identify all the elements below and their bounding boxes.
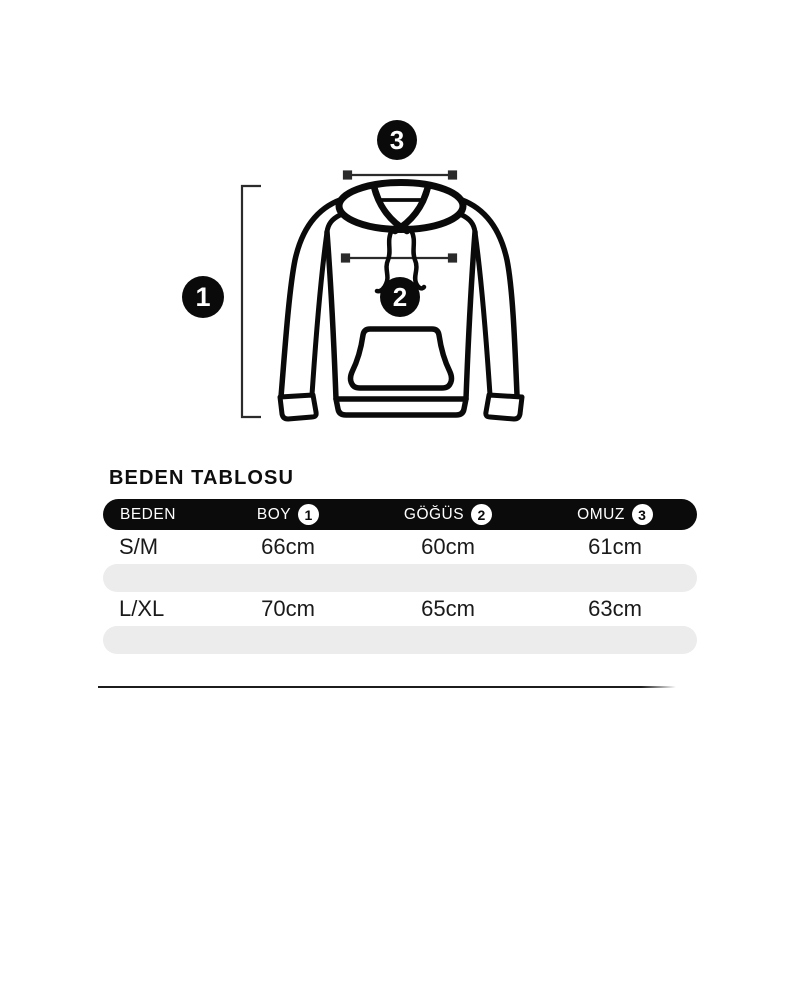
bottom-divider-line bbox=[98, 686, 676, 688]
boy-cell: 70cm bbox=[261, 596, 315, 621]
header-boy-column bbox=[213, 504, 363, 525]
omuz-cell: 61cm bbox=[588, 534, 642, 559]
table-row-lxl bbox=[103, 592, 697, 626]
measure-marker-2: 2 bbox=[380, 277, 420, 317]
header-gogus-label: GÖĞÜS bbox=[403, 505, 465, 523]
header-size-column: BEDEN bbox=[120, 505, 176, 523]
hood bbox=[339, 183, 463, 230]
header-gogus-column bbox=[363, 504, 533, 525]
gogus-cell: 60cm bbox=[421, 534, 475, 559]
size-cell: S/M bbox=[119, 534, 159, 559]
badge-2-icon: 2 bbox=[471, 504, 492, 525]
measure-marker-3: 3 bbox=[377, 120, 417, 160]
size-cell: L/XL bbox=[119, 596, 165, 621]
size-table-header bbox=[103, 499, 697, 530]
header-omuz-column bbox=[533, 504, 697, 525]
drawstring-right bbox=[411, 230, 424, 288]
left-cuff bbox=[280, 395, 316, 419]
header-omuz-label: OMUZ bbox=[577, 505, 625, 523]
badge-1-icon: 1 bbox=[298, 504, 319, 525]
size-table-title: BEDEN TABLOSU bbox=[109, 467, 295, 489]
hem-band bbox=[336, 399, 466, 415]
table-row-sm bbox=[103, 530, 697, 564]
row-separator-stripe bbox=[103, 626, 697, 654]
right-cuff bbox=[486, 395, 522, 419]
header-boy-label: BOY bbox=[256, 505, 292, 523]
boy-cell: 66cm bbox=[261, 534, 315, 559]
omuz-cell: 63cm bbox=[588, 596, 642, 621]
row-separator-stripe bbox=[103, 564, 697, 592]
kangaroo-pocket bbox=[351, 329, 452, 388]
measure-marker-1: 1 bbox=[182, 276, 224, 318]
length-bracket bbox=[242, 186, 261, 417]
badge-3-icon: 3 bbox=[632, 504, 653, 525]
gogus-cell: 65cm bbox=[421, 596, 475, 621]
